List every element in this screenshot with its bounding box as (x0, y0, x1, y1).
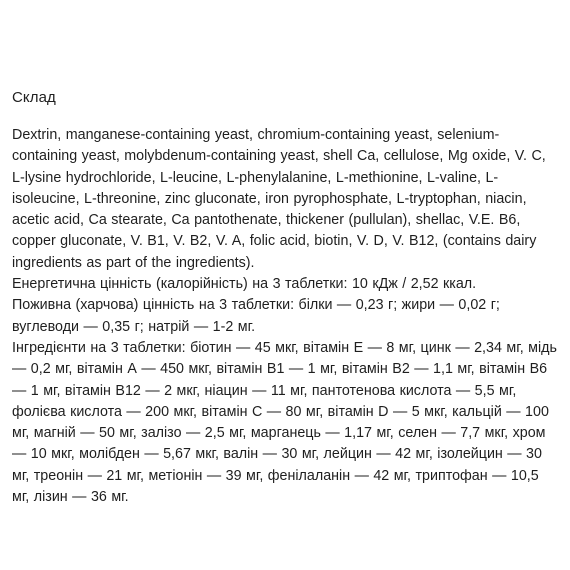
ingredients-per-serving-text: Інгредієнти на 3 таблетки: біотин — 45 мкг, вітамін Е — 8 мг, цинк — 2,34 мг, мідь — 0,2 мг, вітамін А — 450 мкг, вітамін В1 — 1 мг, вітамін В2 — 1,1 мг, вітамін В6 — 1 мг, вітамін В12 — 2 мкг, ніацин — 11 мг, пантотенова кислота — 5,5 мг, фолієва кислота — 200 мкг, вітамін С — 80 мг, вітамін D — 5 мкг, кальцій — 100 мг, магній — 50 мг, залізо — 2,5 мг, марганець — 1,17 мг, селен — 7,7 мкг, хром — 10 мкг, молібден — 5,67 мкг, валін — 30 мг, лейцин — 42 мг, ізолейцин — 30 мг, треонін — 21 мг, метіонін — 39 мг, фенілаланін — 42 мг, триптофан — 10,5 мг, лізин — 36 мг. (12, 339, 557, 506)
section-heading: Склад (12, 89, 56, 106)
energy-value-text: Енергетична цінність (калорійність) на 3 таблетки: 10 кДж / 2,52 ккал. (12, 276, 477, 293)
ingredients-english: Dextrin, manganese-containing yeast, chromium-containing yeast, selenium-containing yeast, molybdenum-containing yeast, shell Ca, cellulose, Mg oxide, V. C, L-lysine hydrochloride, L-leucine, L-phenylalanine, L-methionine, L-valine, L-isoleucine, L-threonine, zinc gluconate, iron pyrophosphate, L-tryptophan, niacin, acetic acid, Ca stearate, Ca pantothenate, thickener (pullulan), shellac, V.E. B6, copper gluconate, V. B1, V. B2, V. A, folic acid, biotin, V. D, V. B12, (contains dairy ingredients as part of the ingredients). (12, 127, 546, 271)
nutritional-value-text: Поживна (харчова) цінність на 3 таблетки: білки — 0,23 г; жири — 0,02 г; вуглеводи — 0,35 г; натрій — 1-2 мг. (12, 297, 500, 335)
composition-section (12, 88, 560, 508)
